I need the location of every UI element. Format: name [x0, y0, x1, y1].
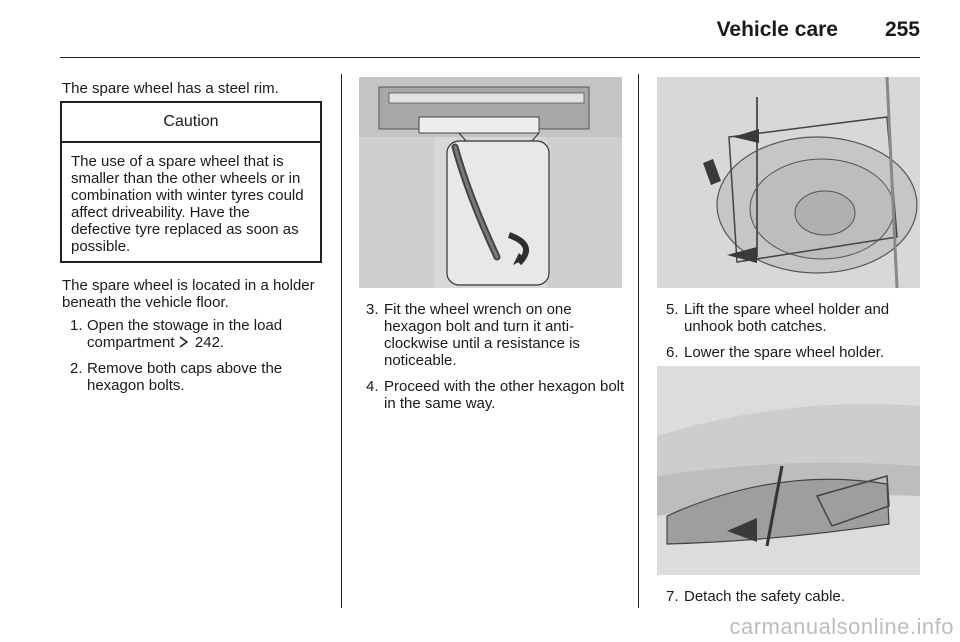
illustration-lower-holder	[657, 366, 920, 575]
intro-text: The spare wheel has a steel rim.	[62, 80, 279, 97]
step-text: Lift the spare wheel holder and unhook both catches.	[684, 301, 890, 335]
step-text: Detach the safety cable.	[684, 588, 845, 605]
step-text: Lower the spare wheel holder.	[684, 344, 885, 361]
caution-heading: Caution	[62, 103, 320, 143]
step-number: 6.	[666, 344, 679, 361]
step-text: Fit the wheel wrench on one hexagon bolt and turn it anti-clockwise until a resistance is noticeable.	[384, 301, 580, 369]
page-reference[interactable]: 242.	[194, 334, 225, 351]
column-divider-right	[638, 74, 639, 608]
step-text	[87, 317, 327, 352]
caution-body: The use of a spare wheel that is smaller than the other wheels or in combination with winter tyres could affect driveability. Have the defective tyre replaced as soon as possible.	[71, 153, 304, 255]
step-number: 1.	[70, 317, 83, 334]
page-header-title: Vehicle care	[716, 18, 838, 41]
reference-arrow-icon[interactable]	[179, 335, 191, 352]
step-number: 2.	[70, 360, 83, 377]
header-rule	[60, 57, 920, 58]
step-text: Remove both caps above the hexagon bolts.	[87, 360, 283, 394]
watermark: carmanualsonline.info	[729, 614, 954, 639]
step-number: 7.	[666, 588, 679, 605]
illustration-wheel-wrench	[359, 77, 622, 288]
step-text: Proceed with the other hexagon bolt in the same way.	[384, 378, 625, 412]
column-divider-left	[341, 74, 342, 608]
step-number: 4.	[366, 378, 379, 395]
step-number: 5.	[666, 301, 679, 318]
page-number: 255	[884, 18, 920, 41]
caution-box	[60, 101, 322, 263]
location-text: The spare wheel is located in a holder beneath the vehicle floor.	[62, 277, 315, 311]
step-number: 3.	[366, 301, 379, 318]
step-text-body: Open the stowage in the load compartment	[87, 317, 283, 351]
illustration-spare-wheel-holder	[657, 77, 920, 288]
